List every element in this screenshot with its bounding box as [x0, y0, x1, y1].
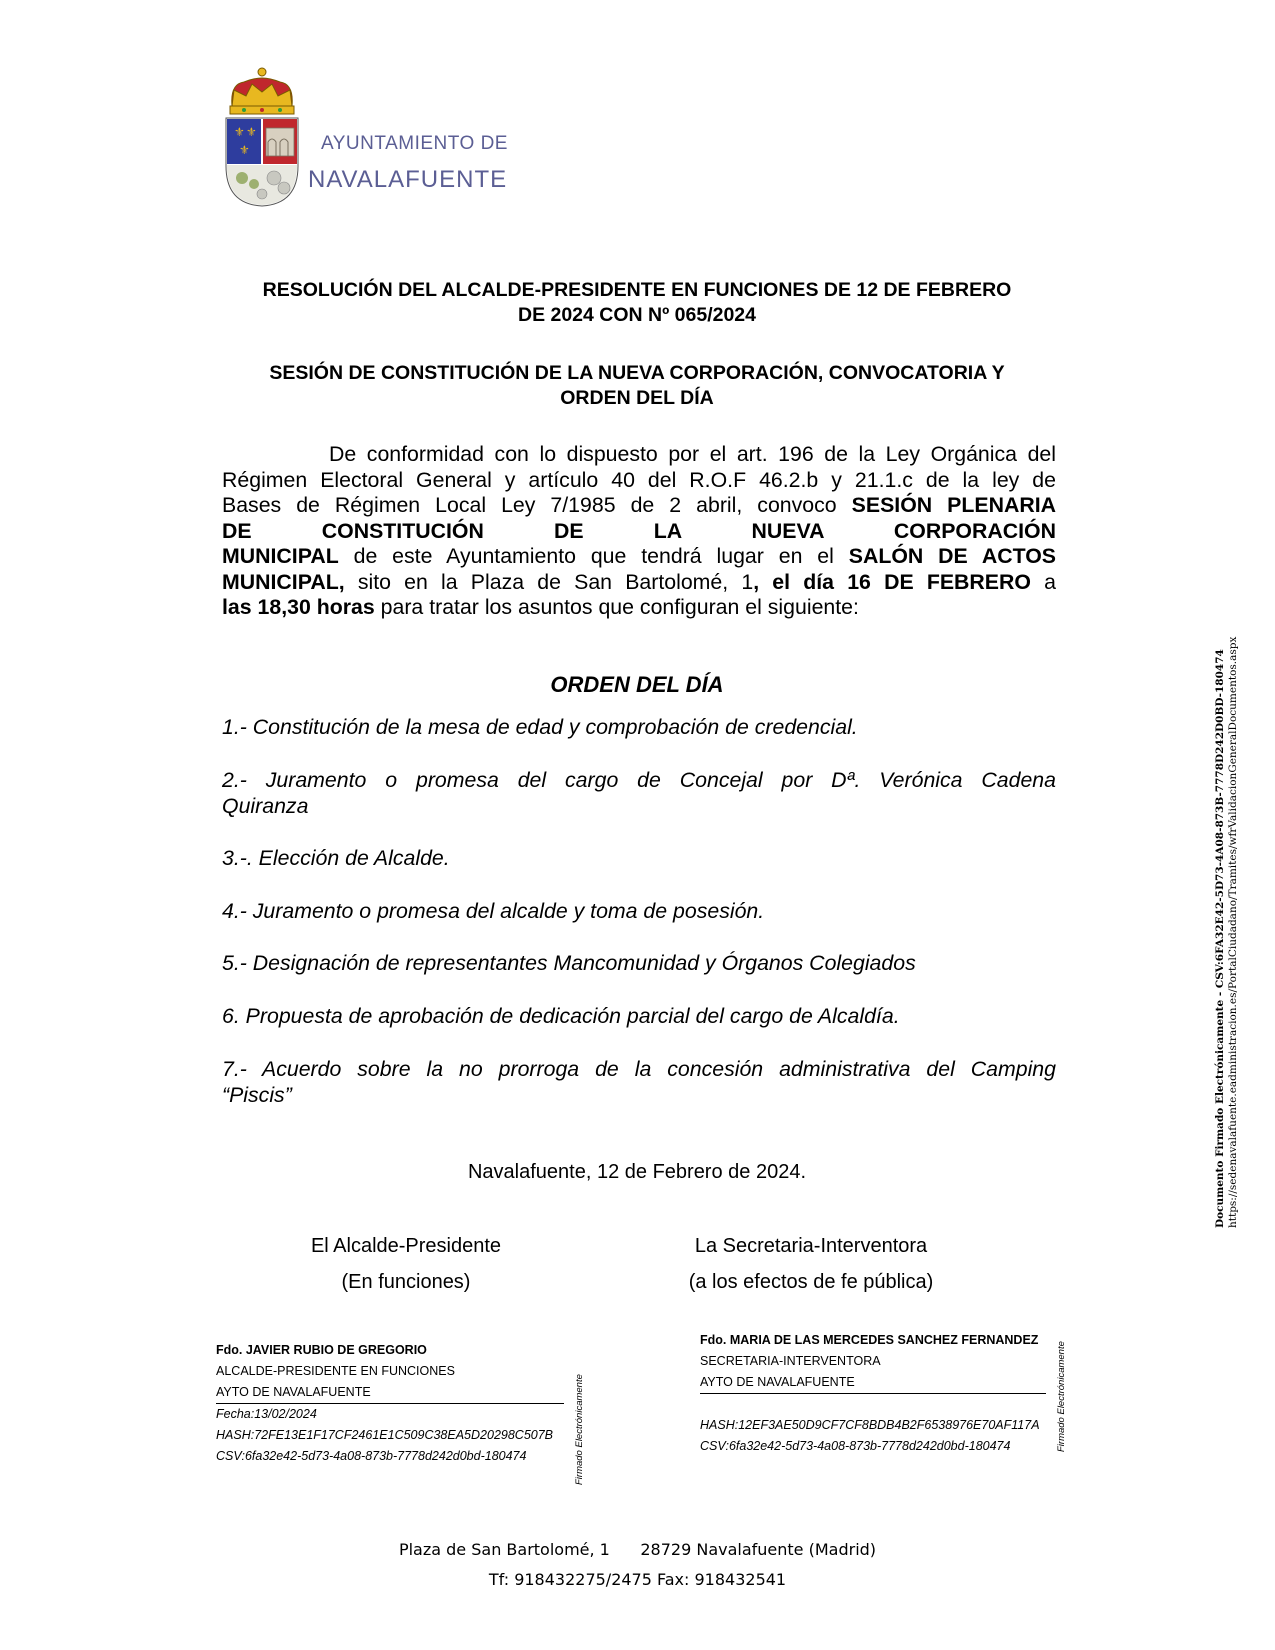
intro-text: Bases de Régimen Local Ley 7/1985 de 2 abril, convoco — [222, 493, 852, 517]
intro-text: a — [1030, 569, 1056, 594]
intro-bold: las 18,30 horas — [222, 595, 375, 619]
coat-of-arms-logo — [224, 66, 300, 208]
left-signatory-sub: (En funciones) — [341, 1271, 471, 1293]
right-signer-name: Fdo. MARIA DE LAS MERCEDES SANCHEZ FERNANDEZ — [700, 1333, 1039, 1347]
side-validation-text — [1214, 637, 1240, 1228]
left-signer-hash: HASH:72FE13E1F17CF2461E1C509C38EA5D20298C507B — [216, 1428, 554, 1442]
side-validation-url: https://sedenavalafuente.eadministracion.es/PortalCiudadano/Tramites/wfrValidacionGeneralDocumentos.aspx — [1227, 636, 1239, 1228]
org-name-line2: NAVALAFUENTE — [308, 166, 508, 193]
left-signer-org: AYTO DE NAVALAFUENTE — [216, 1385, 371, 1399]
agenda-title: ORDEN DEL DÍA — [550, 672, 724, 697]
intro-bold: MUNICIPAL, — [222, 569, 345, 594]
side-validation-line1: Documento Firmado Electrónicamente - CSV:6FA32E42-5D73-4A08-873B-7778D242D0BD-180474 — [1214, 649, 1226, 1228]
intro-bold: SALÓN DE ACTOS — [848, 544, 1057, 568]
right-signer-csv: CSV:6fa32e42-5d73-4a08-873b-7778d242d0bd-180474 — [700, 1439, 1011, 1453]
right-signer-org: AYTO DE NAVALAFUENTE — [700, 1375, 855, 1389]
agenda-item-5: 5.- Designación de representantes Mancomunidad y Órganos Colegiados — [222, 951, 916, 975]
agenda-item-7: 7.- Acuerdo sobre la no prorroga de la concesión administrativa del Camping “Piscis” — [222, 1057, 1056, 1107]
right-signatory-title: La Secretaria-Interventora — [694, 1235, 928, 1257]
right-signatory-sub: (a los efectos de fe pública) — [688, 1271, 934, 1293]
shield-icon — [226, 118, 298, 206]
left-signer-name: Fdo. JAVIER RUBIO DE GREGORIO — [216, 1343, 427, 1357]
session-title-line2: ORDEN DEL DÍA — [560, 387, 714, 409]
org-name-line1: AYUNTAMIENTO DE — [321, 133, 508, 154]
intro-text: para tratar los asuntos que configuran el siguiente: — [374, 595, 859, 619]
resolution-title-line1: RESOLUCIÓN DEL ALCALDE-PRESIDENTE EN FUNCIONES DE 12 DE FEBRERO — [262, 279, 1012, 301]
intro-bold: SESIÓN PLENARIA — [851, 493, 1057, 517]
resolution-title-line2: DE 2024 CON Nº 065/2024 — [517, 304, 756, 326]
intro-text: de este Ayuntamiento que tendrá lugar en el — [338, 544, 849, 568]
right-signer-role: SECRETARIA-INTERVENTORA — [700, 1354, 881, 1368]
footer-address: Plaza de San Bartolomé, 1 28729 Navalafuente (Madrid) — [398, 1540, 877, 1559]
left-signature-block — [216, 1340, 564, 1467]
left-signer-date: Fecha:13/02/2024 — [216, 1407, 317, 1421]
intro-line-6 — [222, 570, 1056, 596]
crown-icon — [230, 68, 294, 114]
intro-bold: MUNICIPAL — [222, 544, 339, 568]
intro-line-1: De conformidad con lo dispuesto por el art. 196 de la Ley Orgánica del — [329, 442, 1056, 466]
left-signer-csv: CSV:6fa32e42-5d73-4a08-873b-7778d242d0bd-180474 — [216, 1449, 527, 1463]
intro-line-5 — [222, 544, 1056, 570]
agenda-item-2: 2.- Juramento o promesa del cargo de Concejal por Dª. Verónica Cadena Quiranza — [222, 768, 1056, 818]
resolution-title — [218, 278, 1056, 328]
agenda-item-6: 6. Propuesta de aprobación de dedicación parcial del cargo de Alcaldía. — [222, 1004, 900, 1028]
right-signature-spacer — [700, 1394, 1046, 1415]
intro-line-7 — [222, 595, 1056, 621]
right-signed-stamp: Firmado Electrónicamente — [1056, 1341, 1067, 1452]
agenda-item-4: 4.- Juramento o promesa del alcalde y toma de posesión. — [222, 899, 765, 923]
intro-line-3 — [222, 493, 1056, 519]
place-date: Navalafuente, 12 de Febrero de 2024. — [467, 1161, 807, 1183]
intro-line-2: Régimen Electoral General y artículo 40 del R.O.F 46.2.b y 21.1.c de la ley de — [222, 467, 1056, 492]
intro-bold: , el día 16 DE FEBRERO — [753, 569, 1031, 594]
svg-text:⚜: ⚜ — [239, 143, 250, 157]
intro-line-4: DE CONSTITUCIÓN DE LA NUEVA CORPORACIÓN — [222, 518, 1056, 543]
right-signer-hash: HASH:12EF3AE50D9CF7CF8BDB4B2F6538976E70AF117A — [700, 1418, 1040, 1432]
agenda-item-3: 3.-. Elección de Alcalde. — [222, 846, 450, 870]
left-signatory-title: El Alcalde-Presidente — [310, 1235, 502, 1257]
intro-text: sito en la Plaza de San Bartolomé, 1 — [344, 569, 754, 594]
session-title — [218, 361, 1056, 411]
right-signature-block — [700, 1330, 1046, 1457]
left-signed-stamp: Firmado Electrónicamente — [574, 1374, 585, 1485]
svg-text:⚜: ⚜ — [246, 125, 257, 139]
intro-paragraph — [222, 442, 1056, 621]
left-signer-role: ALCALDE-PRESIDENTE EN FUNCIONES — [216, 1364, 455, 1378]
footer-phone: Tf: 918432275/2475 Fax: 918432541 — [488, 1570, 787, 1589]
session-title-line1: SESIÓN DE CONSTITUCIÓN DE LA NUEVA CORPORACIÓN, CONVOCATORIA Y — [269, 362, 1005, 384]
svg-text:⚜: ⚜ — [234, 125, 245, 139]
agenda-item-1: 1.- Constitución de la mesa de edad y comprobación de credencial. — [222, 715, 858, 739]
